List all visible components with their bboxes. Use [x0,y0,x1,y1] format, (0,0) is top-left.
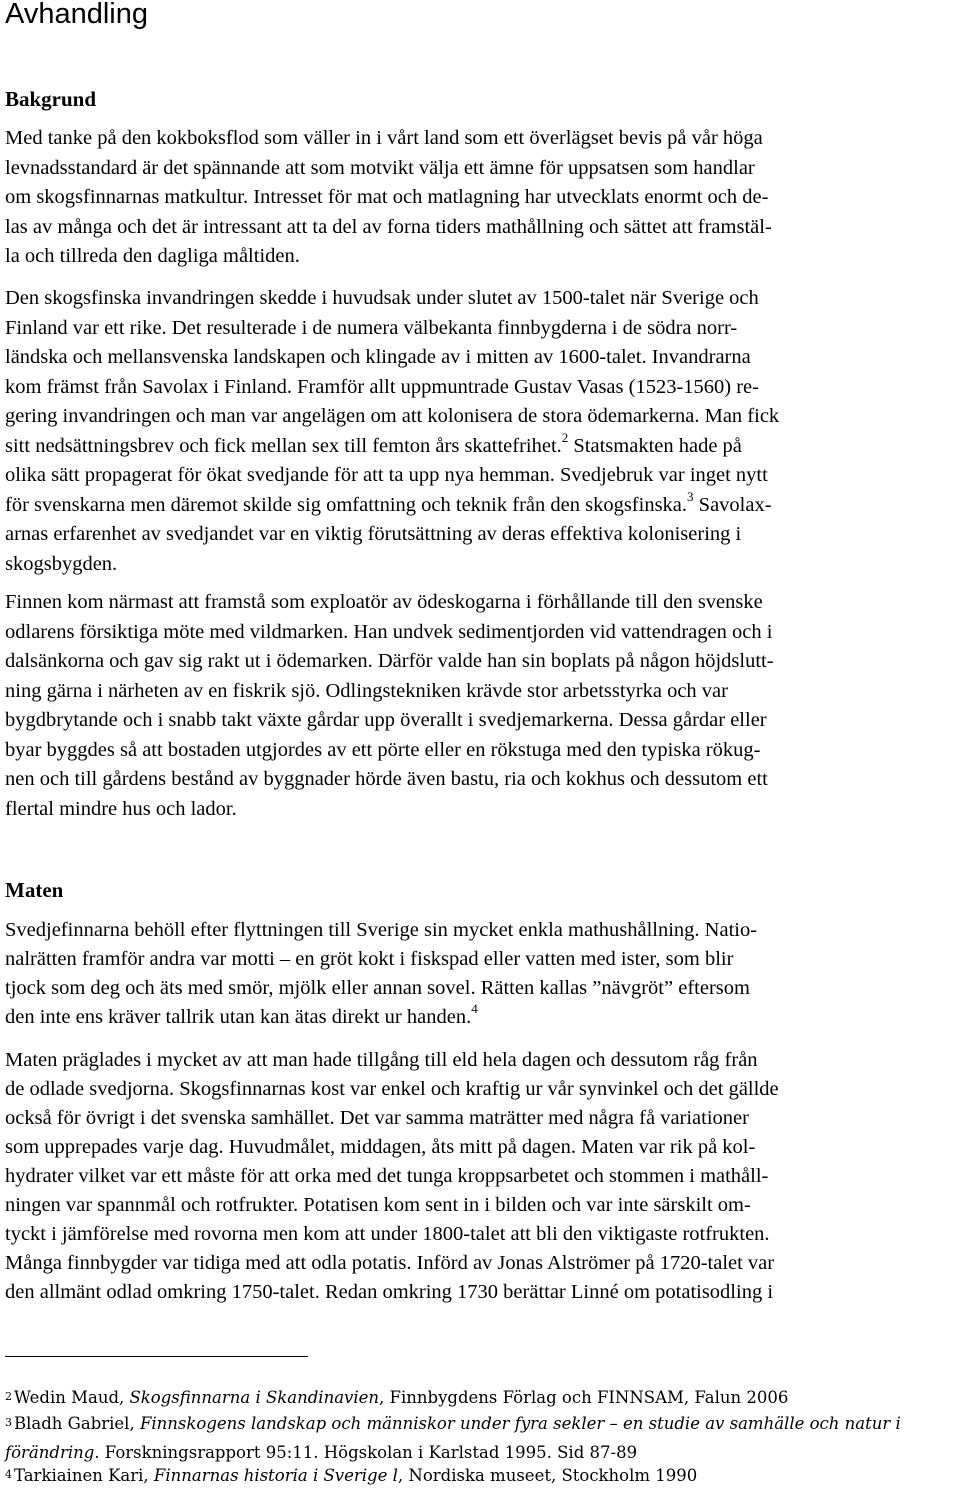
footnote-text: Finnarnas historia i Sverige l [153,1466,398,1485]
text-line: ländska och mellansvenska landskapen och klingade av i mitten av 1600-talet. Invandrarna [5,346,751,368]
text-run: Statsmakten hade på [568,434,742,457]
text-line: också för övrigt i det svenska samhället. Det var samma maträtter med några få variationer [5,1107,749,1129]
text-line: den allmänt odlad omkring 1750-talet. Redan omkring 1730 berättar Linné om potatisodling i [5,1281,774,1303]
footnote-reference: 2 [561,429,569,445]
text-line: dalsänkorna och gav sig rakt ut i ödemarken. Därför valde han sin boplats på någon höjdslutt- [5,650,774,672]
text-line: olika sätt propagerat för ökat svedjande för att ta upp nya hemman. Svedjebruk var inget nytt [5,464,768,486]
footnote-text: Skogsfinnarna i Skandinavien [129,1388,380,1407]
footnote-reference: 3 [687,488,694,504]
text-line: nalrätten framför andra var motti – en gröt kokt i fiskspad eller vatten med ister, som blir [5,948,734,970]
text-line: Med tanke på den kokboksflod som väller in i vårt land som ett överlägset bevis på vår höga [5,127,763,149]
document-title: Avhandling [5,0,148,30]
text-line: bygdbrytande och i snabb takt växte gårdar upp överallt i svedjemarkerna. Dessa gårdar eller [5,709,767,731]
text-line: la och tillreda den dagliga måltiden. [5,245,300,267]
text-line: Den skogsfinska invandringen skedde i huvudsak under slutet av 1500-talet när Sverige och [5,287,759,309]
text-line: flertal mindre hus och lador. [5,797,237,820]
text-line: Många finnbygder var tidiga med att odla potatis. Införd av Jonas Alströmer på 1720-talet var [5,1252,775,1274]
text-line: kom främst från Savolax i Finland. Framför allt uppmuntrade Gustav Vasas (1523-1560) re- [5,375,759,398]
footnote-text: Wedin Maud, [14,1388,130,1407]
section-heading-maten: Maten [5,878,64,902]
text-line: Maten präglades i mycket av att man hade tillgång till eld hela dagen och dessutom råg från [5,1049,758,1071]
footnote-number: 3 [5,1416,12,1429]
text-line [5,429,960,462]
footnote-text: Finnskogens landskap och människor under fyra sekler – en studie av samhälle och natur i [139,1414,901,1433]
text-line: ning gärna i närheten av en fiskrik sjö. Odlingstekniken krävde stor arbetsstyrka och var [5,679,728,702]
text-line: gering invandringen och man var angelägen om att kolonisera de stora ödemarkerna. Man fick [5,405,780,427]
text-line: Finnen kom närmast att framstå som exploatör av ödeskogarna i förhållande till den svenske [5,591,763,613]
footnote-3 [5,1410,901,1466]
text-line: ningen var spannmål och rotfrukter. Potatisen kom sent in i bilden och var inte särskilt om- [5,1194,751,1216]
text-line: skogsbygden. [5,552,118,575]
text-line: nen och till gårdens bestånd av byggnader hörde även bastu, ria och kokhus och dessutom ett [5,768,768,790]
text-line: Svedjefinnarna behöll efter flyttningen till Sverige sin mycket enkla mathushållning. Natio- [5,919,758,941]
footnote-text: Bladh Gabriel, [14,1414,140,1433]
text-line [5,488,960,521]
text-line: Finland var ett rike. Det resulterade i de numera välbekanta finnbygderna i de södra norr- [5,316,738,339]
paragraph [5,124,960,272]
footnote-text: förändring. [5,1443,100,1462]
text-run: den inte ens kräver tallrik utan kan ätas direkt ur handen. [5,1006,472,1028]
section-heading-bakgrund: Bakgrund [5,87,97,111]
footnote-text: , Nordiska museet, Stockholm 1990 [397,1466,698,1485]
text-line: som upprepades varje dag. Huvudmålet, middagen, åts mitt på dagen. Maten var rik på kol- [5,1136,756,1158]
text-run: för svenskarna men däremot skilde sig omfattning och teknik från den skogsfinska. [5,493,688,516]
text-line: odlarens försiktiga möte med vildmarken. Han undvek sedimentjorden vid vattendragen och i [5,620,773,643]
footnote-reference: 4 [471,1001,478,1017]
text-line: arnas erfarenhet av svedjandet var en viktig förutsättning av deras effektiva kolonisering i [5,523,742,545]
text-line: las av många och det är intressant att ta del av forna tiders mathållning och sättet att framstäl- [5,215,772,238]
footnote-text: Tarkiainen Kari, [14,1466,154,1485]
text-line [5,1003,960,1032]
footnote-number: 4 [5,1468,12,1481]
footnote-separator [5,1356,308,1357]
text-run: sitt nedsättningsbrev och fick mellan sex till femton års skattefrihet. [5,434,562,457]
footnote-number: 2 [5,1390,12,1403]
text-line: de odlade svedjorna. Skogsfinnarnas kost var enkel och kraftig ur vår synvinkel och det gällde [5,1078,779,1100]
text-line: byar byggdes så att bostaden utgjordes av ett pörte eller en rökstuga med den typiska rökug- [5,738,761,761]
text-run: Savolax- [693,493,772,516]
paragraph [5,1046,960,1307]
text-line: tyckt i jämförelse med rovorna men kom att under 1800-talet att bli den viktigaste rotfrukten. [5,1223,770,1245]
paragraph [5,284,960,579]
footnote-2 [5,1384,788,1413]
text-line: tjock som deg och äts med smör, mjölk eller annan sovel. Rätten kallas ”nävgröt” eftersom [5,977,750,999]
text-line: levnadsstandard är det spännande att som motvikt välja ett ämne för uppsatsen som handlar [5,156,755,179]
footnote-4 [5,1462,697,1491]
paragraph [5,588,960,824]
footnote-text: Forskningsrapport 95:11. Högskolan i Karlstad 1995. Sid 87-89 [99,1443,638,1462]
paragraph [5,916,960,1032]
text-line: om skogsfinnarnas matkultur. Intresset för mat och matlagning har utvecklats enormt och de- [5,186,769,208]
footnote-text: , Finnbygdens Förlag och FINNSAM, Falun 2006 [379,1388,789,1407]
text-line: hydrater vilket var ett måste för att orka med det tunga kroppsarbetet och stommen i mathåll- [5,1165,769,1187]
